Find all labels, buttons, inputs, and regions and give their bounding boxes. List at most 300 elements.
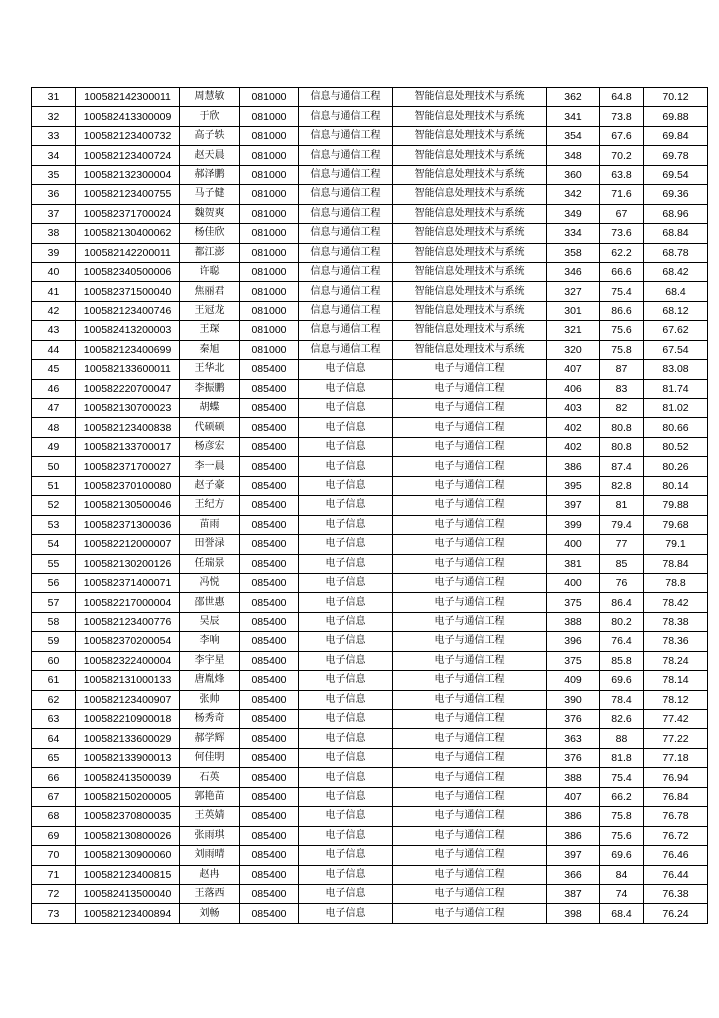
interview-score-cell: 77 bbox=[600, 535, 644, 554]
major-code-cell: 085400 bbox=[240, 535, 299, 554]
name-cell: 王华北 bbox=[180, 360, 240, 379]
interview-score-cell: 75.4 bbox=[600, 282, 644, 301]
major-code-cell: 081000 bbox=[240, 340, 299, 359]
name-cell: 焦丽君 bbox=[180, 282, 240, 301]
table-row bbox=[32, 360, 708, 379]
major-name-cell: 信息与通信工程 bbox=[299, 321, 393, 340]
exam-id-cell: 100582413300009 bbox=[76, 107, 180, 126]
table-row bbox=[32, 826, 708, 845]
exam-id-cell: 100582132300004 bbox=[76, 165, 180, 184]
major-name-cell: 电子信息 bbox=[299, 651, 393, 670]
exam-id-cell: 100582370200054 bbox=[76, 632, 180, 651]
table-row bbox=[32, 224, 708, 243]
table-row bbox=[32, 807, 708, 826]
exam-id-cell: 100582217000004 bbox=[76, 593, 180, 612]
initial-score-cell: 376 bbox=[547, 748, 600, 767]
interview-score-cell: 87 bbox=[600, 360, 644, 379]
total-score-cell: 68.42 bbox=[644, 262, 708, 281]
score-table bbox=[31, 87, 708, 924]
rank-cell: 46 bbox=[32, 379, 76, 398]
initial-score-cell: 386 bbox=[547, 826, 600, 845]
major-code-cell: 085400 bbox=[240, 846, 299, 865]
research-direction-cell: 电子与通信工程 bbox=[393, 651, 547, 670]
total-score-cell: 81.74 bbox=[644, 379, 708, 398]
name-cell: 高子轶 bbox=[180, 126, 240, 145]
rank-cell: 33 bbox=[32, 126, 76, 145]
exam-id-cell: 100582413500040 bbox=[76, 884, 180, 903]
rank-cell: 54 bbox=[32, 535, 76, 554]
major-code-cell: 081000 bbox=[240, 243, 299, 262]
initial-score-cell: 386 bbox=[547, 457, 600, 476]
exam-id-cell: 100582123400746 bbox=[76, 301, 180, 320]
exam-id-cell: 100582371500040 bbox=[76, 282, 180, 301]
name-cell: 李振鹏 bbox=[180, 379, 240, 398]
initial-score-cell: 360 bbox=[547, 165, 600, 184]
exam-id-cell: 100582133700017 bbox=[76, 437, 180, 456]
name-cell: 郝学辉 bbox=[180, 729, 240, 748]
rank-cell: 57 bbox=[32, 593, 76, 612]
major-name-cell: 电子信息 bbox=[299, 554, 393, 573]
interview-score-cell: 69.6 bbox=[600, 671, 644, 690]
name-cell: 王英婧 bbox=[180, 807, 240, 826]
rank-cell: 62 bbox=[32, 690, 76, 709]
research-direction-cell: 电子与通信工程 bbox=[393, 904, 547, 923]
rank-cell: 59 bbox=[32, 632, 76, 651]
interview-score-cell: 69.6 bbox=[600, 846, 644, 865]
name-cell: 魏贺爽 bbox=[180, 204, 240, 223]
major-name-cell: 信息与通信工程 bbox=[299, 126, 393, 145]
exam-id-cell: 100582123400815 bbox=[76, 865, 180, 884]
initial-score-cell: 327 bbox=[547, 282, 600, 301]
research-direction-cell: 电子与通信工程 bbox=[393, 457, 547, 476]
major-code-cell: 085400 bbox=[240, 787, 299, 806]
major-name-cell: 电子信息 bbox=[299, 690, 393, 709]
initial-score-cell: 397 bbox=[547, 846, 600, 865]
table-row bbox=[32, 729, 708, 748]
total-score-cell: 76.94 bbox=[644, 768, 708, 787]
initial-score-cell: 334 bbox=[547, 224, 600, 243]
total-score-cell: 78.8 bbox=[644, 573, 708, 592]
interview-score-cell: 75.8 bbox=[600, 807, 644, 826]
rank-cell: 71 bbox=[32, 865, 76, 884]
total-score-cell: 79.68 bbox=[644, 515, 708, 534]
initial-score-cell: 395 bbox=[547, 476, 600, 495]
major-code-cell: 085400 bbox=[240, 690, 299, 709]
interview-score-cell: 67.6 bbox=[600, 126, 644, 145]
rank-cell: 51 bbox=[32, 476, 76, 495]
table-row bbox=[32, 399, 708, 418]
interview-score-cell: 82.6 bbox=[600, 710, 644, 729]
major-code-cell: 085400 bbox=[240, 729, 299, 748]
total-score-cell: 68.12 bbox=[644, 301, 708, 320]
research-direction-cell: 电子与通信工程 bbox=[393, 729, 547, 748]
table-row bbox=[32, 710, 708, 729]
table-row bbox=[32, 865, 708, 884]
research-direction-cell: 电子与通信工程 bbox=[393, 418, 547, 437]
rank-cell: 55 bbox=[32, 554, 76, 573]
research-direction-cell: 智能信息处理技术与系统 bbox=[393, 301, 547, 320]
rank-cell: 63 bbox=[32, 710, 76, 729]
name-cell: 任瑞景 bbox=[180, 554, 240, 573]
major-code-cell: 085400 bbox=[240, 399, 299, 418]
total-score-cell: 80.66 bbox=[644, 418, 708, 437]
interview-score-cell: 76 bbox=[600, 573, 644, 592]
table-row bbox=[32, 301, 708, 320]
major-code-cell: 085400 bbox=[240, 554, 299, 573]
interview-score-cell: 66.6 bbox=[600, 262, 644, 281]
rank-cell: 48 bbox=[32, 418, 76, 437]
initial-score-cell: 342 bbox=[547, 185, 600, 204]
table-row bbox=[32, 321, 708, 340]
major-name-cell: 电子信息 bbox=[299, 865, 393, 884]
major-code-cell: 085400 bbox=[240, 515, 299, 534]
major-name-cell: 电子信息 bbox=[299, 476, 393, 495]
major-code-cell: 085400 bbox=[240, 904, 299, 923]
major-name-cell: 电子信息 bbox=[299, 573, 393, 592]
research-direction-cell: 电子与通信工程 bbox=[393, 748, 547, 767]
name-cell: 王琛 bbox=[180, 321, 240, 340]
major-code-cell: 085400 bbox=[240, 651, 299, 670]
interview-score-cell: 75.6 bbox=[600, 321, 644, 340]
exam-id-cell: 100582142200011 bbox=[76, 243, 180, 262]
interview-score-cell: 86.4 bbox=[600, 593, 644, 612]
interview-score-cell: 71.6 bbox=[600, 185, 644, 204]
total-score-cell: 67.62 bbox=[644, 321, 708, 340]
table-row bbox=[32, 418, 708, 437]
rank-cell: 73 bbox=[32, 904, 76, 923]
initial-score-cell: 407 bbox=[547, 360, 600, 379]
research-direction-cell: 电子与通信工程 bbox=[393, 826, 547, 845]
initial-score-cell: 362 bbox=[547, 88, 600, 107]
total-score-cell: 69.88 bbox=[644, 107, 708, 126]
rank-cell: 35 bbox=[32, 165, 76, 184]
total-score-cell: 77.42 bbox=[644, 710, 708, 729]
table-row bbox=[32, 88, 708, 107]
name-cell: 李宇星 bbox=[180, 651, 240, 670]
table-row bbox=[32, 593, 708, 612]
table-row bbox=[32, 457, 708, 476]
major-name-cell: 电子信息 bbox=[299, 496, 393, 515]
rank-cell: 49 bbox=[32, 437, 76, 456]
major-name-cell: 电子信息 bbox=[299, 826, 393, 845]
major-code-cell: 085400 bbox=[240, 379, 299, 398]
table-row bbox=[32, 690, 708, 709]
exam-id-cell: 100582370800035 bbox=[76, 807, 180, 826]
initial-score-cell: 301 bbox=[547, 301, 600, 320]
initial-score-cell: 363 bbox=[547, 729, 600, 748]
name-cell: 邵世惠 bbox=[180, 593, 240, 612]
major-name-cell: 电子信息 bbox=[299, 904, 393, 923]
table-row bbox=[32, 185, 708, 204]
interview-score-cell: 66.2 bbox=[600, 787, 644, 806]
exam-id-cell: 100582130500046 bbox=[76, 496, 180, 515]
major-code-cell: 085400 bbox=[240, 748, 299, 767]
initial-score-cell: 398 bbox=[547, 904, 600, 923]
name-cell: 郝泽鹏 bbox=[180, 165, 240, 184]
major-name-cell: 信息与通信工程 bbox=[299, 301, 393, 320]
rank-cell: 64 bbox=[32, 729, 76, 748]
name-cell: 张帅 bbox=[180, 690, 240, 709]
name-cell: 杨秀奇 bbox=[180, 710, 240, 729]
exam-id-cell: 100582413200003 bbox=[76, 321, 180, 340]
exam-id-cell: 100582210900018 bbox=[76, 710, 180, 729]
major-code-cell: 081000 bbox=[240, 224, 299, 243]
table-row bbox=[32, 846, 708, 865]
initial-score-cell: 321 bbox=[547, 321, 600, 340]
major-code-cell: 081000 bbox=[240, 204, 299, 223]
table-row bbox=[32, 535, 708, 554]
total-score-cell: 76.84 bbox=[644, 787, 708, 806]
name-cell: 张雨琪 bbox=[180, 826, 240, 845]
exam-id-cell: 100582123400838 bbox=[76, 418, 180, 437]
major-code-cell: 085400 bbox=[240, 476, 299, 495]
table-row bbox=[32, 146, 708, 165]
total-score-cell: 68.84 bbox=[644, 224, 708, 243]
exam-id-cell: 100582371700024 bbox=[76, 204, 180, 223]
major-code-cell: 081000 bbox=[240, 146, 299, 165]
total-score-cell: 81.02 bbox=[644, 399, 708, 418]
table-row bbox=[32, 496, 708, 515]
major-name-cell: 信息与通信工程 bbox=[299, 282, 393, 301]
exam-id-cell: 100582133900013 bbox=[76, 748, 180, 767]
exam-id-cell: 100582131000133 bbox=[76, 671, 180, 690]
total-score-cell: 76.38 bbox=[644, 884, 708, 903]
total-score-cell: 78.12 bbox=[644, 690, 708, 709]
rank-cell: 36 bbox=[32, 185, 76, 204]
research-direction-cell: 电子与通信工程 bbox=[393, 515, 547, 534]
research-direction-cell: 电子与通信工程 bbox=[393, 690, 547, 709]
name-cell: 王落西 bbox=[180, 884, 240, 903]
research-direction-cell: 智能信息处理技术与系统 bbox=[393, 126, 547, 145]
initial-score-cell: 375 bbox=[547, 593, 600, 612]
research-direction-cell: 电子与通信工程 bbox=[393, 437, 547, 456]
research-direction-cell: 智能信息处理技术与系统 bbox=[393, 340, 547, 359]
initial-score-cell: 400 bbox=[547, 573, 600, 592]
exam-id-cell: 100582142300011 bbox=[76, 88, 180, 107]
table-row bbox=[32, 612, 708, 631]
major-name-cell: 电子信息 bbox=[299, 593, 393, 612]
major-code-cell: 085400 bbox=[240, 418, 299, 437]
rank-cell: 72 bbox=[32, 884, 76, 903]
interview-score-cell: 80.8 bbox=[600, 437, 644, 456]
initial-score-cell: 402 bbox=[547, 437, 600, 456]
table-row bbox=[32, 340, 708, 359]
name-cell: 赵天晨 bbox=[180, 146, 240, 165]
name-cell: 都江澎 bbox=[180, 243, 240, 262]
name-cell: 赵冉 bbox=[180, 865, 240, 884]
research-direction-cell: 电子与通信工程 bbox=[393, 865, 547, 884]
name-cell: 许聪 bbox=[180, 262, 240, 281]
table-row bbox=[32, 243, 708, 262]
initial-score-cell: 375 bbox=[547, 651, 600, 670]
initial-score-cell: 388 bbox=[547, 612, 600, 631]
total-score-cell: 78.24 bbox=[644, 651, 708, 670]
rank-cell: 31 bbox=[32, 88, 76, 107]
initial-score-cell: 354 bbox=[547, 126, 600, 145]
total-score-cell: 76.72 bbox=[644, 826, 708, 845]
interview-score-cell: 81 bbox=[600, 496, 644, 515]
major-code-cell: 085400 bbox=[240, 496, 299, 515]
rank-cell: 66 bbox=[32, 768, 76, 787]
research-direction-cell: 智能信息处理技术与系统 bbox=[393, 185, 547, 204]
research-direction-cell: 智能信息处理技术与系统 bbox=[393, 243, 547, 262]
name-cell: 苗雨 bbox=[180, 515, 240, 534]
exam-id-cell: 100582212000007 bbox=[76, 535, 180, 554]
rank-cell: 50 bbox=[32, 457, 76, 476]
research-direction-cell: 电子与通信工程 bbox=[393, 554, 547, 573]
major-code-cell: 085400 bbox=[240, 826, 299, 845]
exam-id-cell: 100582133600011 bbox=[76, 360, 180, 379]
table-body bbox=[32, 88, 708, 924]
major-code-cell: 085400 bbox=[240, 884, 299, 903]
major-code-cell: 085400 bbox=[240, 865, 299, 884]
total-score-cell: 70.12 bbox=[644, 88, 708, 107]
major-name-cell: 信息与通信工程 bbox=[299, 262, 393, 281]
initial-score-cell: 402 bbox=[547, 418, 600, 437]
total-score-cell: 68.4 bbox=[644, 282, 708, 301]
research-direction-cell: 电子与通信工程 bbox=[393, 846, 547, 865]
rank-cell: 61 bbox=[32, 671, 76, 690]
major-code-cell: 081000 bbox=[240, 185, 299, 204]
interview-score-cell: 83 bbox=[600, 379, 644, 398]
table-row bbox=[32, 107, 708, 126]
major-name-cell: 信息与通信工程 bbox=[299, 146, 393, 165]
interview-score-cell: 86.6 bbox=[600, 301, 644, 320]
major-code-cell: 085400 bbox=[240, 768, 299, 787]
rank-cell: 53 bbox=[32, 515, 76, 534]
total-score-cell: 76.44 bbox=[644, 865, 708, 884]
interview-score-cell: 80.8 bbox=[600, 418, 644, 437]
table-row bbox=[32, 787, 708, 806]
interview-score-cell: 75.8 bbox=[600, 340, 644, 359]
research-direction-cell: 智能信息处理技术与系统 bbox=[393, 146, 547, 165]
name-cell: 王纪方 bbox=[180, 496, 240, 515]
major-code-cell: 085400 bbox=[240, 671, 299, 690]
table-row bbox=[32, 515, 708, 534]
total-score-cell: 79.1 bbox=[644, 535, 708, 554]
major-name-cell: 电子信息 bbox=[299, 360, 393, 379]
rank-cell: 32 bbox=[32, 107, 76, 126]
table-row bbox=[32, 282, 708, 301]
major-code-cell: 081000 bbox=[240, 88, 299, 107]
interview-score-cell: 78.4 bbox=[600, 690, 644, 709]
major-code-cell: 085400 bbox=[240, 360, 299, 379]
major-name-cell: 电子信息 bbox=[299, 710, 393, 729]
table-row bbox=[32, 204, 708, 223]
total-score-cell: 69.84 bbox=[644, 126, 708, 145]
name-cell: 唐胤烽 bbox=[180, 671, 240, 690]
rank-cell: 67 bbox=[32, 787, 76, 806]
major-code-cell: 081000 bbox=[240, 262, 299, 281]
research-direction-cell: 智能信息处理技术与系统 bbox=[393, 165, 547, 184]
total-score-cell: 77.22 bbox=[644, 729, 708, 748]
major-name-cell: 信息与通信工程 bbox=[299, 243, 393, 262]
major-name-cell: 信息与通信工程 bbox=[299, 224, 393, 243]
rank-cell: 43 bbox=[32, 321, 76, 340]
interview-score-cell: 70.2 bbox=[600, 146, 644, 165]
rank-cell: 42 bbox=[32, 301, 76, 320]
total-score-cell: 68.96 bbox=[644, 204, 708, 223]
initial-score-cell: 349 bbox=[547, 204, 600, 223]
research-direction-cell: 智能信息处理技术与系统 bbox=[393, 107, 547, 126]
total-score-cell: 78.38 bbox=[644, 612, 708, 631]
total-score-cell: 78.84 bbox=[644, 554, 708, 573]
name-cell: 吴辰 bbox=[180, 612, 240, 631]
interview-score-cell: 73.6 bbox=[600, 224, 644, 243]
interview-score-cell: 62.2 bbox=[600, 243, 644, 262]
exam-id-cell: 100582123400699 bbox=[76, 340, 180, 359]
research-direction-cell: 智能信息处理技术与系统 bbox=[393, 224, 547, 243]
initial-score-cell: 409 bbox=[547, 671, 600, 690]
table-row bbox=[32, 379, 708, 398]
research-direction-cell: 智能信息处理技术与系统 bbox=[393, 321, 547, 340]
initial-score-cell: 348 bbox=[547, 146, 600, 165]
research-direction-cell: 电子与通信工程 bbox=[393, 360, 547, 379]
name-cell: 何佳明 bbox=[180, 748, 240, 767]
exam-id-cell: 100582220700047 bbox=[76, 379, 180, 398]
table-row bbox=[32, 262, 708, 281]
name-cell: 胡蝶 bbox=[180, 399, 240, 418]
interview-score-cell: 84 bbox=[600, 865, 644, 884]
research-direction-cell: 电子与通信工程 bbox=[393, 768, 547, 787]
interview-score-cell: 81.8 bbox=[600, 748, 644, 767]
major-name-cell: 电子信息 bbox=[299, 418, 393, 437]
initial-score-cell: 358 bbox=[547, 243, 600, 262]
initial-score-cell: 320 bbox=[547, 340, 600, 359]
interview-score-cell: 73.8 bbox=[600, 107, 644, 126]
major-code-cell: 085400 bbox=[240, 710, 299, 729]
table-row bbox=[32, 768, 708, 787]
rank-cell: 39 bbox=[32, 243, 76, 262]
rank-cell: 68 bbox=[32, 807, 76, 826]
interview-score-cell: 80.2 bbox=[600, 612, 644, 631]
total-score-cell: 80.14 bbox=[644, 476, 708, 495]
name-cell: 赵子豪 bbox=[180, 476, 240, 495]
major-name-cell: 电子信息 bbox=[299, 515, 393, 534]
research-direction-cell: 智能信息处理技术与系统 bbox=[393, 282, 547, 301]
major-name-cell: 电子信息 bbox=[299, 612, 393, 631]
initial-score-cell: 387 bbox=[547, 884, 600, 903]
table-row bbox=[32, 437, 708, 456]
initial-score-cell: 386 bbox=[547, 807, 600, 826]
rank-cell: 60 bbox=[32, 651, 76, 670]
initial-score-cell: 407 bbox=[547, 787, 600, 806]
name-cell: 杨佳欣 bbox=[180, 224, 240, 243]
research-direction-cell: 电子与通信工程 bbox=[393, 612, 547, 631]
major-name-cell: 电子信息 bbox=[299, 787, 393, 806]
research-direction-cell: 电子与通信工程 bbox=[393, 476, 547, 495]
total-score-cell: 67.54 bbox=[644, 340, 708, 359]
major-name-cell: 电子信息 bbox=[299, 884, 393, 903]
rank-cell: 45 bbox=[32, 360, 76, 379]
table-row bbox=[32, 884, 708, 903]
name-cell: 石英 bbox=[180, 768, 240, 787]
major-name-cell: 电子信息 bbox=[299, 768, 393, 787]
research-direction-cell: 智能信息处理技术与系统 bbox=[393, 262, 547, 281]
total-score-cell: 76.78 bbox=[644, 807, 708, 826]
exam-id-cell: 100582133600029 bbox=[76, 729, 180, 748]
initial-score-cell: 399 bbox=[547, 515, 600, 534]
total-score-cell: 80.26 bbox=[644, 457, 708, 476]
total-score-cell: 69.78 bbox=[644, 146, 708, 165]
interview-score-cell: 85 bbox=[600, 554, 644, 573]
initial-score-cell: 397 bbox=[547, 496, 600, 515]
interview-score-cell: 75.6 bbox=[600, 826, 644, 845]
rank-cell: 56 bbox=[32, 573, 76, 592]
research-direction-cell: 智能信息处理技术与系统 bbox=[393, 204, 547, 223]
exam-id-cell: 100582123400776 bbox=[76, 612, 180, 631]
interview-score-cell: 85.8 bbox=[600, 651, 644, 670]
